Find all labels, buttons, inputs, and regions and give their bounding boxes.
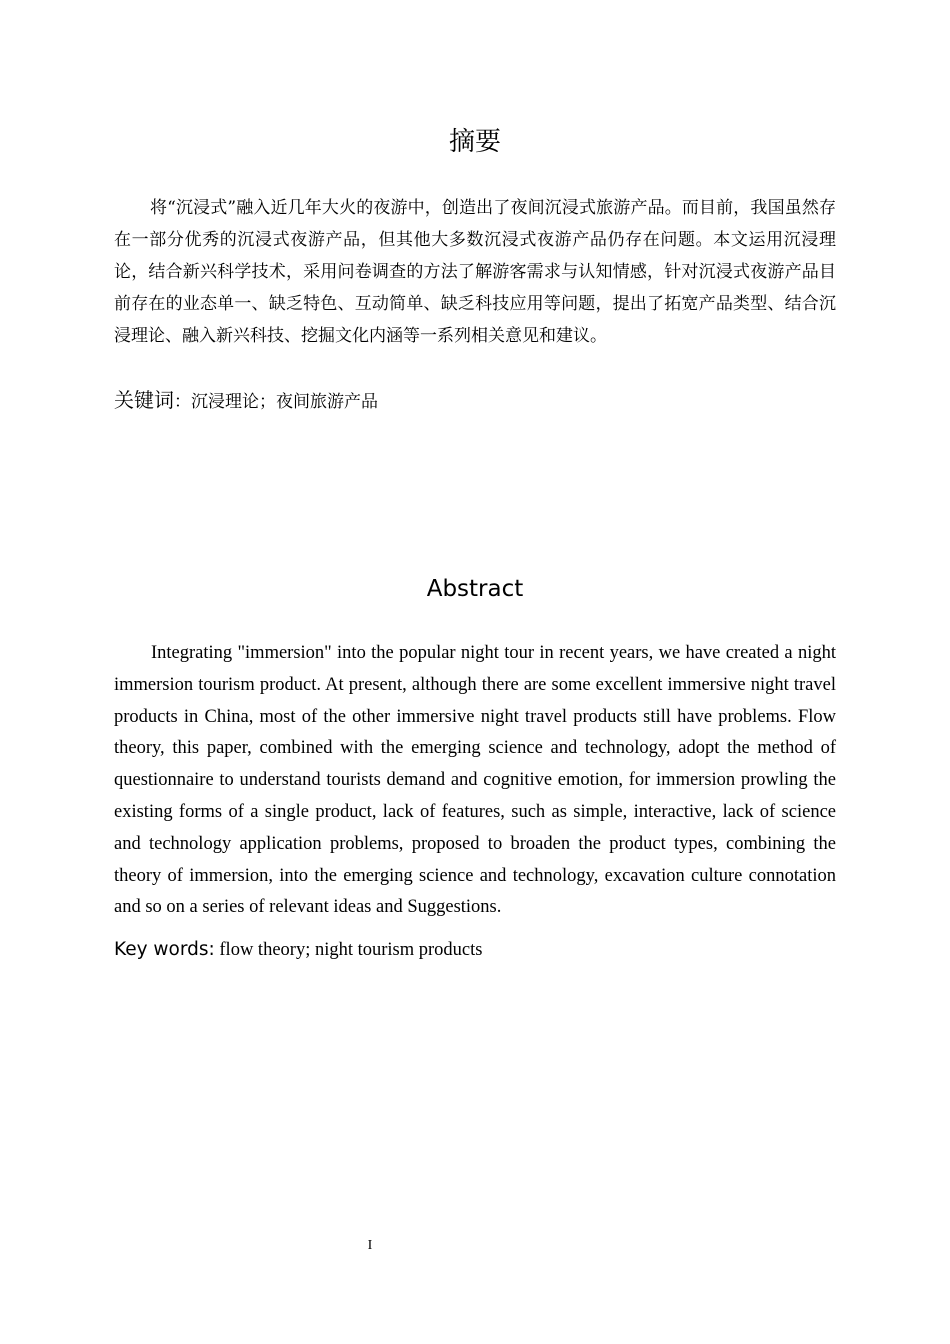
- chinese-keywords-label: 关键词: [114, 388, 174, 412]
- chinese-abstract-body: 将“沉浸式”融入近几年大火的夜游中，创造出了夜间沉浸式旅游产品。而目前，我国虽然存在一部分优秀的沉浸式夜游产品，但其他大多数沉浸式夜游产品仍存在问题。本文运用沉浸理论，结合新兴科学技术，采用问卷调查的方法了解游客需求与认知情感，针对沉浸式夜游产品目前存在的业态单一、缺乏特色、互动简单、缺乏科技应用等问题，提出了拓宽产品类型、结合沉浸理论、融入新兴科技、挖掘文化内涵等一系列相关意见和建议。: [114, 198, 836, 346]
- page-number: I: [367, 1238, 373, 1253]
- english-keywords-label: Key words:: [114, 939, 215, 960]
- english-abstract-body: Integrating "immersion" into the popular night tour in recent years, we have created a night immersion tourism product. At present, although there are some excellent immersive night travel products in China, most of the other immersive night travel products still have problems. Flow theory, this paper, combined with the emerging science and technology, adopt the method of questionnaire to understand tourists demand and cognitive emotion, for immersion prowling the existing forms of a single product, lack of features, such as simple, interactive, lack of science and technology application problems, proposed to broaden the product types, combining the theory of immersion, into the emerging science and technology, excavation culture connotation and so on a series of relevant ideas and Suggestions.: [114, 643, 836, 918]
- chinese-keywords-separator: ：: [174, 392, 191, 412]
- chinese-keywords-line: [114, 385, 836, 418]
- english-keywords-line: [114, 935, 836, 966]
- chinese-keywords-value: 沉浸理论；夜间旅游产品: [191, 392, 378, 412]
- english-keywords-value: flow theory; night tourism products: [214, 940, 483, 960]
- english-abstract-title: Abstract: [426, 576, 524, 602]
- chinese-abstract-title: 摘要: [448, 127, 501, 157]
